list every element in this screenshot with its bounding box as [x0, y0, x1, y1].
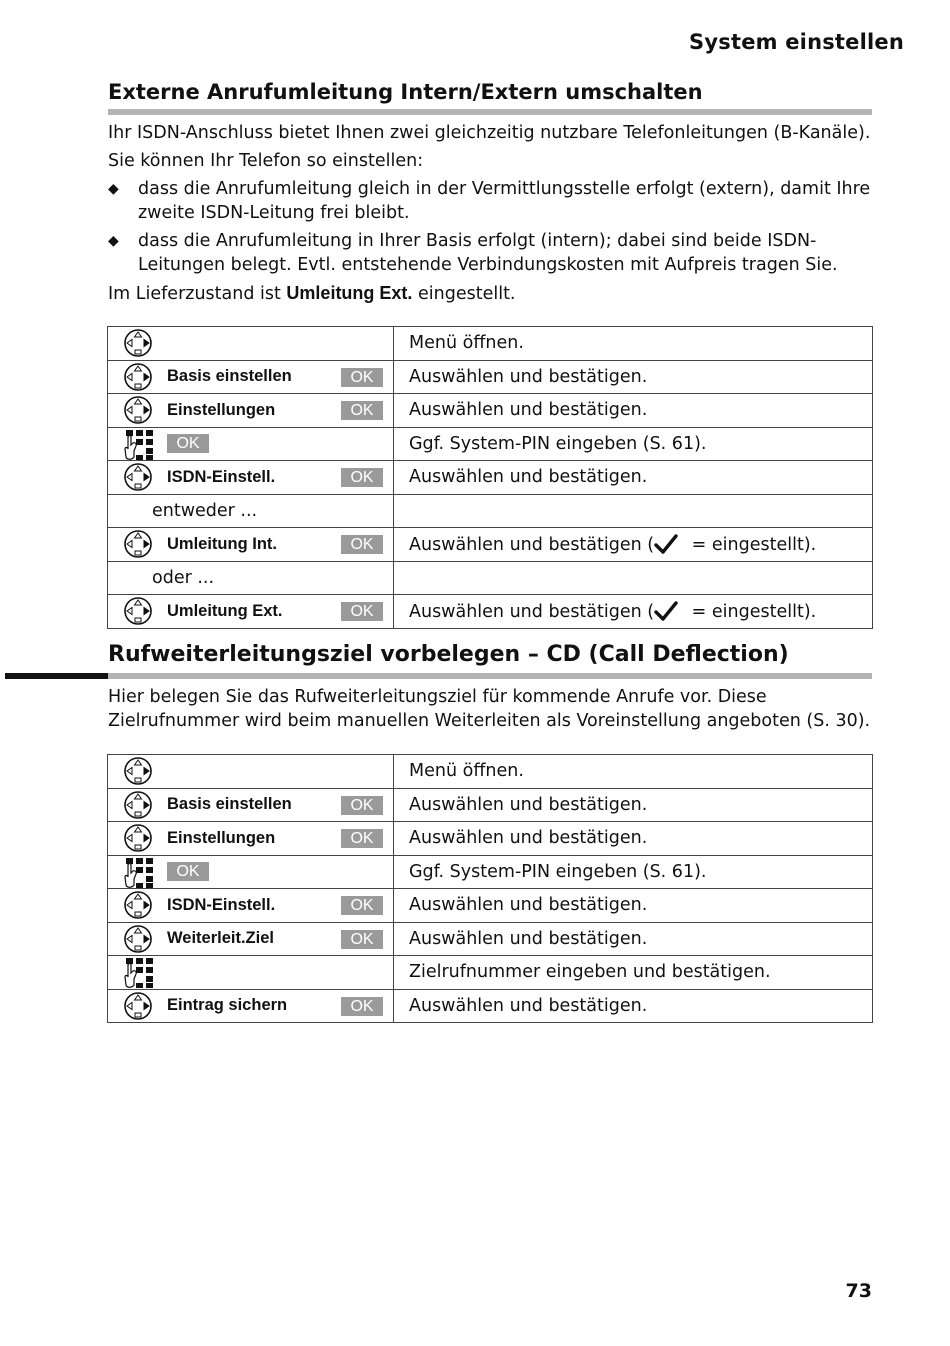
step-action-cell	[108, 989, 394, 1023]
step-text-pre: Auswählen und bestätigen (	[409, 535, 655, 556]
step-description: Ggf. System-PIN eingeben (S. 61).	[394, 427, 873, 461]
menu-entry-label: Einstellungen	[167, 828, 276, 847]
section1-title: Externe Anrufumleitung Intern/Extern umschalten	[108, 80, 703, 104]
step-description	[394, 561, 873, 595]
table-row	[108, 595, 873, 629]
menu-entry-label: Basis einstellen	[167, 367, 292, 386]
section1-para1: Ihr ISDN-Anschluss bietet Ihnen zwei gleichzeitig nutzbare Telefonleitungen (B-Kanäle).	[108, 123, 871, 143]
section2-title: Rufweiterleitungsziel vorbelegen – CD (Call Deflection)	[108, 642, 789, 667]
diamond-bullet-icon: ◆	[108, 233, 119, 249]
page-number: 73	[845, 1280, 872, 1302]
step-description: Ggf. System-PIN eingeben (S. 61).	[394, 855, 873, 889]
keypad-icon	[123, 957, 157, 987]
ok-softkey: OK	[341, 896, 383, 915]
section1-rule	[108, 109, 872, 115]
control-key-icon	[123, 395, 153, 425]
keypad-icon	[123, 857, 157, 887]
step-action-cell	[108, 360, 394, 394]
step-description: Menü öffnen.	[394, 755, 873, 789]
section2-para1: Hier belegen Sie das Rufweiterleitungsziel für kommende Anrufe vor. Diese Zielrufnummer wird beim manuellen Weiterleiten als Voreinstellung angeboten (S. 30).	[108, 687, 871, 731]
step-action-cell	[108, 528, 394, 562]
step-description	[394, 494, 873, 528]
diamond-bullet-icon: ◆	[108, 181, 119, 197]
step-description: Auswählen und bestätigen.	[394, 788, 873, 822]
step-action-cell	[108, 595, 394, 629]
step-action-cell	[108, 956, 394, 990]
table-row	[108, 461, 873, 495]
step-action-cell	[108, 922, 394, 956]
menu-entry-label: Weiterleit.Ziel	[167, 929, 274, 948]
step-action-cell	[108, 822, 394, 856]
step-description: Auswählen und bestätigen.	[394, 394, 873, 428]
menu-entry-label: ISDN-Einstell.	[167, 895, 276, 914]
table-row	[108, 561, 873, 595]
checkmark-icon	[654, 535, 686, 555]
ok-softkey: OK	[341, 468, 383, 487]
step-description	[394, 528, 873, 562]
step-text-post: = eingestellt).	[686, 602, 817, 623]
table-row	[108, 427, 873, 461]
step-description: Auswählen und bestätigen.	[394, 989, 873, 1023]
control-key-icon	[123, 924, 153, 954]
ok-softkey: OK	[341, 602, 383, 621]
running-head: System einstellen	[689, 30, 904, 54]
default-suffix: eingestellt.	[412, 284, 516, 304]
bullet-item	[108, 177, 878, 225]
step-description	[394, 595, 873, 629]
ok-softkey: OK	[167, 434, 209, 453]
step-action-cell	[108, 394, 394, 428]
menu-entry-label: Umleitung Int.	[167, 534, 277, 553]
menu-entry-label: Basis einstellen	[167, 795, 292, 814]
bullet-item	[108, 229, 878, 277]
control-key-icon	[123, 991, 153, 1021]
control-key-icon	[123, 890, 153, 920]
default-setting-note	[108, 281, 878, 306]
step-description: Zielrufnummer eingeben und bestätigen.	[394, 956, 873, 990]
bullet-text: dass die Anrufumleitung gleich in der Vermittlungsstelle erfolgt (extern), damit Ihre zweite ISDN-Leitung frei bleibt.	[138, 179, 871, 223]
ok-softkey: OK	[341, 535, 383, 554]
ok-softkey: OK	[341, 997, 383, 1016]
branch-label: oder ...	[152, 567, 215, 588]
ok-softkey: OK	[341, 829, 383, 848]
ok-softkey: OK	[341, 401, 383, 420]
table-row	[108, 494, 873, 528]
table-row	[108, 360, 873, 394]
menu-entry-label: Einstellungen	[167, 400, 276, 419]
section2-steps-table	[107, 754, 873, 1023]
control-key-icon	[123, 462, 153, 492]
step-text-pre: Auswählen und bestätigen (	[409, 602, 655, 623]
keypad-icon	[123, 429, 157, 459]
table-row	[108, 989, 873, 1023]
margin-marker	[5, 673, 108, 679]
section1-steps-table	[107, 326, 873, 629]
table-row	[108, 922, 873, 956]
step-action-cell	[108, 788, 394, 822]
default-value: Umleitung Ext.	[286, 283, 413, 303]
branch-label: entweder ...	[152, 500, 258, 521]
step-action-cell	[108, 327, 394, 361]
menu-entry-label: Eintrag sichern	[167, 996, 288, 1015]
menu-entry-label: ISDN-Einstell.	[167, 467, 276, 486]
table-row	[108, 528, 873, 562]
table-row	[108, 394, 873, 428]
step-description: Auswählen und bestätigen.	[394, 822, 873, 856]
table-row	[108, 822, 873, 856]
table-row	[108, 327, 873, 361]
step-description: Auswählen und bestätigen.	[394, 922, 873, 956]
control-key-icon	[123, 328, 153, 358]
step-text-post: = eingestellt).	[686, 535, 817, 556]
control-key-icon	[123, 596, 153, 626]
checkmark-icon	[654, 602, 686, 622]
step-action-cell	[108, 855, 394, 889]
bullet-text: dass die Anrufumleitung in Ihrer Basis erfolgt (intern); dabei sind beide ISDN-Leitungen belegt. Evtl. entstehende Verbindungskosten mit Aufpreis tragen Sie.	[138, 231, 838, 275]
control-key-icon	[123, 529, 153, 559]
control-key-icon	[123, 823, 153, 853]
step-action-cell	[108, 755, 394, 789]
ok-softkey: OK	[341, 930, 383, 949]
control-key-icon	[123, 362, 153, 392]
step-action-cell	[108, 461, 394, 495]
section2-rule	[108, 673, 872, 679]
step-description: Auswählen und bestätigen.	[394, 889, 873, 923]
table-row	[108, 788, 873, 822]
ok-softkey: OK	[341, 368, 383, 387]
default-prefix: Im Lieferzustand ist	[108, 284, 287, 304]
ok-softkey: OK	[167, 862, 209, 881]
table-row	[108, 855, 873, 889]
control-key-icon	[123, 790, 153, 820]
menu-entry-label: Umleitung Ext.	[167, 601, 283, 620]
control-key-icon	[123, 756, 153, 786]
table-row	[108, 956, 873, 990]
ok-softkey: OK	[341, 796, 383, 815]
step-action-cell	[108, 561, 394, 595]
table-row	[108, 755, 873, 789]
step-description: Menü öffnen.	[394, 327, 873, 361]
step-action-cell	[108, 494, 394, 528]
section1-para2: Sie können Ihr Telefon so einstellen:	[108, 151, 424, 171]
table-row	[108, 889, 873, 923]
step-action-cell	[108, 889, 394, 923]
step-description: Auswählen und bestätigen.	[394, 461, 873, 495]
step-description: Auswählen und bestätigen.	[394, 360, 873, 394]
step-action-cell	[108, 427, 394, 461]
